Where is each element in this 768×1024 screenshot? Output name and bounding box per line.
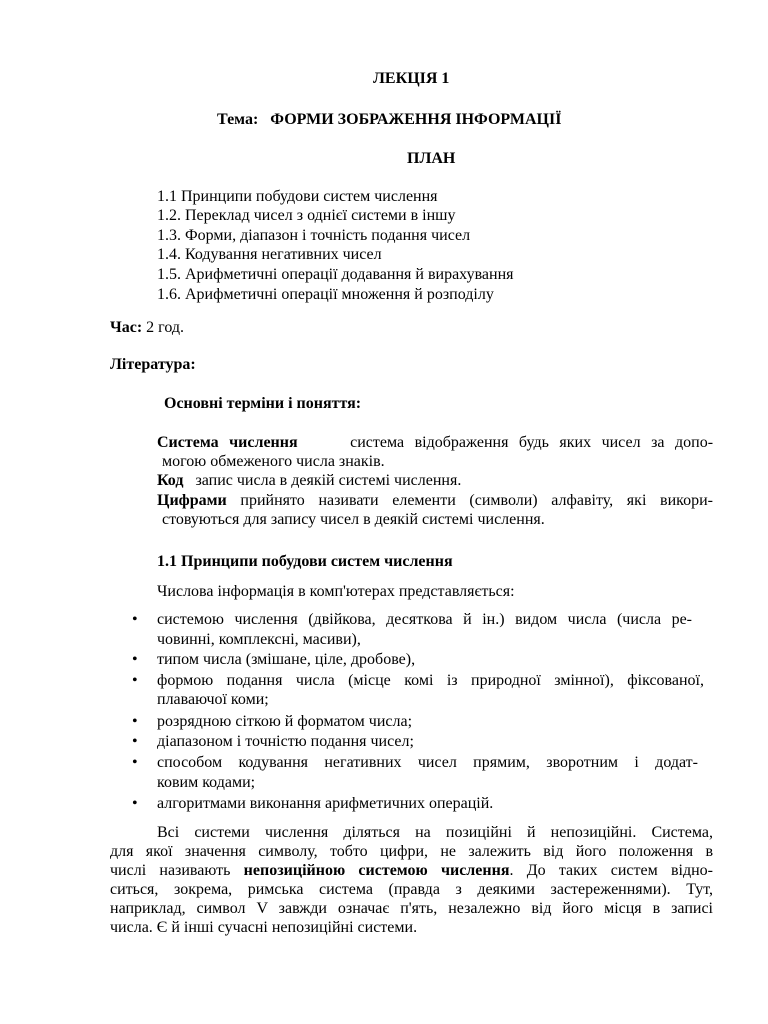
non-positional-term: непозиційною системою числення bbox=[243, 862, 510, 879]
plan-item: 1.3. Форми, діапазон і точність подання чисел bbox=[157, 227, 471, 244]
bullet-item-7: алгоритмами виконання арифметичних операцій. bbox=[157, 795, 494, 812]
plan-item: 1.6. Арифметичні операції множення й розподілу bbox=[157, 286, 494, 303]
bullet-item-3-line2: плаваючої коми; bbox=[157, 691, 269, 708]
term-code-definition: запис числа в деякій системі числення. bbox=[195, 472, 462, 489]
paragraph-line-3-start: числі називають bbox=[110, 862, 231, 879]
bullet-item-5: діапазоном і точністю подання чисел; bbox=[157, 733, 414, 750]
paragraph-line-5: наприклад, символ V завжди означає п'ять, незалежно від його місця в записі bbox=[110, 900, 713, 917]
time-line bbox=[110, 318, 184, 338]
term-system-line1 bbox=[157, 433, 713, 453]
plan-item: 1.5. Арифметичні операції додавання й вирахування bbox=[157, 266, 514, 283]
bullet-item-1-line2: човинні, комплексні, масиви), bbox=[157, 631, 361, 648]
term-system-line2: могою обмеженого числа знаків. bbox=[162, 453, 385, 470]
topic-line bbox=[217, 110, 561, 130]
topic-label: Тема: bbox=[217, 111, 259, 128]
bullet-icon: • bbox=[132, 713, 138, 730]
bullet-item-6-line1: способом кодування негативних чисел прямим, зворотним і додат- bbox=[157, 754, 698, 771]
paragraph-line-3 bbox=[110, 861, 713, 881]
bullet-icon: • bbox=[132, 795, 138, 812]
bullet-icon: • bbox=[132, 611, 138, 628]
time-value: 2 год. bbox=[146, 319, 185, 336]
term-system-definition: система відображення будь яких чисел за допо- bbox=[350, 434, 714, 451]
term-digits: Цифрами bbox=[157, 492, 227, 509]
bullet-item-4: розрядною сіткою й форматом числа; bbox=[157, 713, 413, 730]
bullet-icon: • bbox=[132, 754, 138, 771]
section-intro: Числова інформація в комп'ютерах представляється: bbox=[157, 583, 515, 600]
bullet-item-2: типом числа (змішане, ціле, дробове), bbox=[157, 651, 416, 668]
topic-title: ФОРМИ ЗОБРАЖЕННЯ ІНФОРМАЦІЇ bbox=[270, 111, 562, 128]
time-label: Час: bbox=[110, 319, 143, 336]
bullet-item-1-line1: системою числення (двійкова, десяткова й ін.) видом числа (числа ре- bbox=[157, 611, 692, 628]
lecture-title: ЛЕКЦІЯ 1 bbox=[373, 70, 450, 87]
term-code-line bbox=[157, 471, 461, 491]
terms-heading: Основні терміни і поняття: bbox=[164, 395, 362, 412]
section-heading: 1.1 Принципи побудови систем числення bbox=[157, 553, 453, 570]
bullet-icon: • bbox=[132, 672, 138, 689]
paragraph-line-1: Всі системи числення діляться на позиційні й непозиційні. Система, bbox=[157, 824, 713, 841]
bullet-item-3-line1: формою подання числа (місце комі із природної змінної), фіксованої, bbox=[157, 672, 704, 689]
plan-title: ПЛАН bbox=[407, 150, 456, 167]
bullet-icon: • bbox=[132, 733, 138, 750]
literature-label: Література: bbox=[110, 356, 196, 373]
term-digits-line1 bbox=[157, 491, 713, 511]
term-digits-line2: стовуються для запису чисел в деякій системі числення. bbox=[162, 511, 545, 528]
paragraph-line-3-end: . До таких систем відно- bbox=[509, 862, 713, 879]
paragraph-line-2: для якої значення символу, тобто цифри, не залежить від його положення в bbox=[110, 843, 713, 860]
plan-item: 1.4. Кодування негативних чисел bbox=[157, 246, 382, 263]
plan-item: 1.2. Переклад чисел з однієї системи в іншу bbox=[157, 207, 456, 224]
paragraph-line-6: числа. Є й інші сучасні непозиційні системи. bbox=[110, 919, 418, 936]
paragraph-line-4: ситься, зокрема, римська система (правда з деякими застереженнями). Тут, bbox=[110, 881, 713, 898]
term-code: Код bbox=[157, 472, 184, 489]
term-system: Система числення bbox=[157, 434, 298, 451]
bullet-item-6-line2: ковим кодами; bbox=[157, 774, 256, 791]
term-digits-definition: прийнято називати елементи (символи) алфавіту, які викори- bbox=[240, 492, 714, 509]
plan-item: 1.1 Принципи побудови систем числення bbox=[157, 188, 438, 205]
bullet-icon: • bbox=[132, 651, 138, 668]
